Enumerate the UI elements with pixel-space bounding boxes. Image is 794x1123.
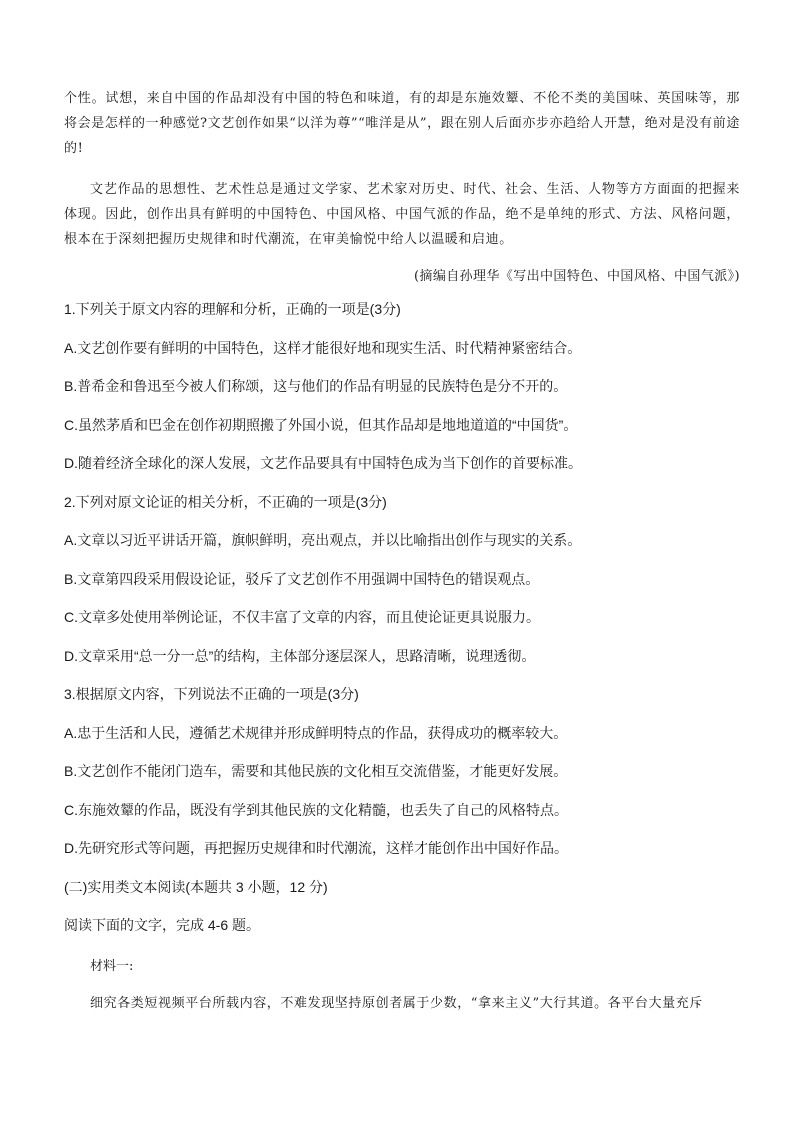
option-d: D.文章采用“总一分一总”的结构，主体部分逐层深人，思路清晰，说理透彻。 [64, 647, 536, 664]
option-b: B.文艺创作不能闭门造车，需要和其他民族的文化相互交流借鉴，才能更好发展。 [64, 763, 568, 779]
option-a: A.文章以习近平讲话开篇，旗帜鲜明，亮出观点，并以比喻指出创作与现实的关系。 [64, 532, 582, 548]
option-c: C.虽然茅盾和巴金在创作初期照搬了外国小说，但其作品却是地地道道的“中国货”。 [64, 416, 578, 433]
passage-paragraph-1: 个性。试想，来自中国的作品却没有中国的特色和味道，有的却是东施效颦、不伦不类的美国味、英国味等，那将会是怎样的一种感觉?文艺创作如果“以洋为尊”“唯洋是从”，跟在别人后面亦步亦趋给人开慧，绝对是没有前途的! [64, 91, 740, 156]
section-heading: (二)实用类文本阅读(本题共 3 小题，12 分) [64, 878, 328, 895]
option-b: B.文章第四段采用假设论证，驳斥了文艺创作不用强调中国特色的错误观点。 [64, 570, 540, 587]
passage-source: (摘编自孙理华《写出中国特色、中国风格、中国气派》) [413, 269, 740, 284]
question-stem: 2.下列对原文论证的相关分析，不正确的一项是(3分) [64, 493, 387, 510]
option-a: A.文艺创作要有鲜明的中国特色，这样才能很好地和现实生活、时代精神紧密结合。 [64, 339, 582, 356]
passage-paragraph-2: 文艺作品的思想性、艺术性总是通过文学家、艺术家对历史、时代、社会、生活、人物等方方面面的把握来体现。因此，创作出具有鲜明的中国特色、中国风格、中国气派的作品，绝不是单纯的形式、方法、风格问题，根本在于深刻把握历史规律和时代潮流，在审美愉悦中给人以温暖和启迪。 [64, 182, 740, 247]
question-1 [64, 299, 740, 473]
document-page [64, 86, 740, 1016]
option-c: C.文章多处使用举例论证，不仅丰富了文章的内容，而且使论证更具说服力。 [64, 609, 540, 625]
option-a: A.忠于生活和人民，遵循艺术规律并形成鲜明特点的作品，获得成功的概率较大。 [64, 724, 568, 741]
question-2 [64, 492, 740, 666]
question-stem: 3.根据原文内容，下列说法不正确的一项是(3分) [64, 686, 359, 702]
option-d: D.随着经济全球化的深人发展，文艺作品要具有中国特色成为当下创作的首要标准。 [64, 455, 582, 471]
option-b: B.普希金和鲁迅至今被人们称颂，这与他们的作品有明显的民族特色是分不开的。 [64, 378, 568, 394]
question-stem: 1.下列关于原文内容的理解和分析，正确的一项是(3分) [64, 301, 401, 317]
option-d: D.先研究形式等问题，再把握历史规律和时代潮流，这样才能创作出中国好作品。 [64, 840, 568, 856]
option-c: C.东施效颦的作品，既没有学到其他民族的文化精髓，也丢失了自己的风格特点。 [64, 801, 568, 818]
material-paragraph: 细究各类短视频平台所载内容，不难发现坚持原创者属于少数，“拿来主义”大行其道。各平台大量充斥 [90, 995, 703, 1011]
material-label: 材料一: [90, 958, 134, 974]
question-3 [64, 684, 740, 858]
section-instruction: 阅读下面的文字，完成 4-6 题。 [64, 917, 261, 933]
